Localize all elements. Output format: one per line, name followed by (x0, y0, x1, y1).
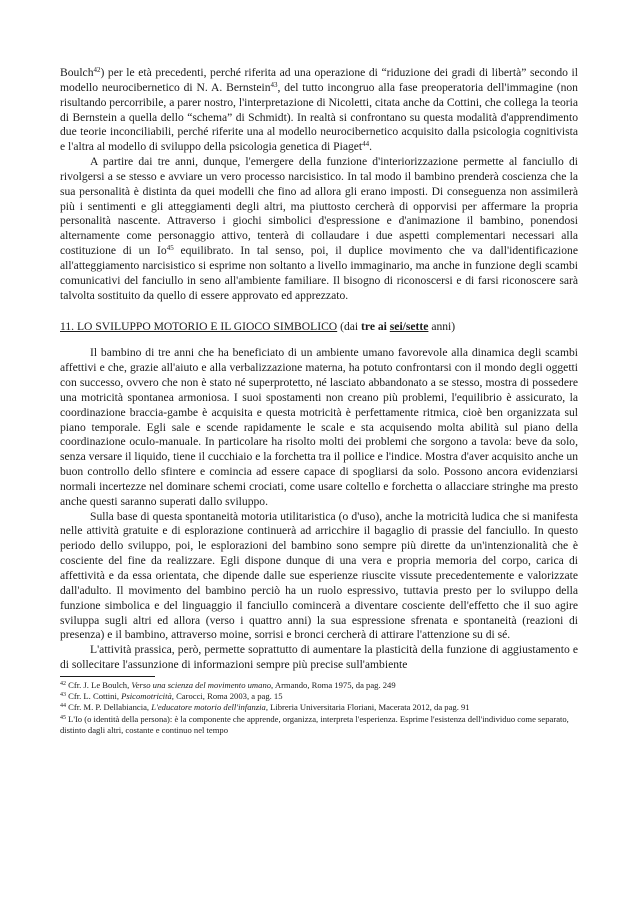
footnote-title: Psicomotricità, (121, 691, 174, 702)
footnotes (60, 680, 578, 736)
footnote-45 (60, 714, 578, 736)
footnote-text: L'Io (o identità della persona): è la componente che apprende, organizza, interpreta l'esperienza. Esprime l'esistenza dell'individuo come separato, distinto dagli altri, costante e continuo nel tempo (60, 713, 569, 735)
footnote-text: Carocci, Roma 2003, a pag. 15 (173, 691, 283, 702)
text-run: , del tutto incongruo alla fase preoperatoria dell'immagine (non risultando percorribile, a parer nostro, l'interpretazione di Nicoletti, citata anche da Cottini, che collega la teoria di Bernstein a quella dello “schema” di Schmidt). In realtà si confrontano su questa modalità d'apprendimento due teorie inconciliabili, perché riferite una al modello neurocibernetico acquisito dalla psicologia cognitivista e l'altra al modello di sviluppo della psicologia genetica di Piaget (60, 80, 578, 154)
footnote-text: Cfr. M. P. Dellabiancia, (66, 702, 152, 713)
text-run: equilibrato. In tal senso, poi, il duplice movimento che va dall'identificazione all'atteggiamento narcisistico si esprime non soltanto a livello immaginario, ma anche in funzione degli scambi comunicativi del fanciullo in seno all'ambiente familiare. Il bisogno di riconoscersi e di farsi riconoscere sarà talvolta sostituito da quello di essere approvato ed apprezzato. (60, 244, 578, 302)
footnote-44 (60, 702, 578, 713)
footnote-number: 44 (60, 703, 66, 710)
section-heading (60, 320, 578, 335)
footnote-ref-45[interactable]: 45 (166, 244, 174, 253)
footnote-title: L'educatore motorio dell'infanzia (151, 702, 266, 713)
footnote-title: Verso una scienza del movimento umano (131, 679, 272, 690)
footnote-number: 43 (60, 692, 66, 699)
footnote-text: Cfr. J. Le Boulch, (66, 679, 132, 690)
footnote-text: , Armando, Roma 1975, da pag. 249 (271, 679, 396, 690)
text-run: A partire dai tre anni, dunque, l'emergere della funzione d'interiorizzazione permette al fanciullo di rivolgersi a se stesso e avviare un vero processo narcisistico. In tal modo il bambino prenderà coscienza che la sua personalità è distinta da quei modelli che fino ad allora gli erano imposti. Di conseguenza non assimilerà più i sentimenti e gli atteggiamenti degli altri, ma piuttosto cercherà di opporvisi per affermare la propria personalità nascente. Attraverso i giochi simbolici d'espressione e d'animazione il bambino, ponendosi alternamente come personaggio attivo, tenterà di collaudare i due aspetti complementari necessari alla costituzione di un Io (60, 155, 578, 258)
footnote-ref-42[interactable]: 42 (93, 66, 101, 74)
footnote-text: , Libreria Universitaria Floriani, Macerata 2012, da pag. 91 (265, 702, 470, 713)
paragraph-3: Il bambino di tre anni che ha beneficiato di un ambiente umano favorevole alla dinamica degli scambi affettivi e che, grazie all'aiuto e alla verbalizzazione materna, ha potuto confrontarsi con il mondo degli oggetti con successo, ovvero che non è stato né superprotetto, né lasciato abbandonato a se stesso, mostra di possedere una motricità spontanea armoniosa. I suoi spostamenti non creano più problemi, l'equilibrio è assicurato, la coordinazione braccia-gambe è acquisita e questa motricità è perfettamente ritmica, cioè ben organizzata sul piano temporale. Egli sale e scende rapidamente le scale e sta acquisendo molta abilità sul piano della coordinazione oculo-manuale. In particolare ha risolto molti dei problemi che sorgono a tavola: beve da solo, senza versare il liquido, tiene il cucchiaio e la forchetta tra il pollice e l'indice. Mostra d'aver acquisito anche un buon controllo dello sfintere e comincia ad essere capace di spogliarsi da solo. Possono ancora evidenziarsi normali incertezze nel dominare schemi crociati, come usare coltello e forchetta o allacciare stringhe ma presto anche questi saranno superati dallo sviluppo. (60, 346, 578, 508)
heading-text: (dai (337, 319, 362, 333)
footnote-ref-44[interactable]: 44 (362, 140, 370, 149)
document-page (60, 66, 578, 736)
heading-bold-underlined: sei/sette (389, 319, 429, 333)
text-run: Boulch (60, 66, 94, 79)
heading-text: anni) (428, 319, 456, 333)
heading-bold: tre ai (361, 319, 390, 333)
footnote-number: 45 (60, 714, 66, 721)
paragraph-4: Sulla base di questa spontaneità motoria utilitaristica (o d'uso), anche la motricità ludica che si manifesta nelle attività gratuite e di esplorazione continuerà ad arricchire il bagaglio di prassie del fanciullo. In questo periodo dello sviluppo, poi, le esplorazioni del bambino sono sempre più dirette da un'intenzionalità che è cosciente del fine da realizzare. Egli dispone dunque di una vera e propria memoria del corpo, carica di affettività e da essa orientata, che dipende dalle sue esperienze riuscite vissute precedentemente e valorizzate dall'adulto. Il movimento del bambino perciò ha un ruolo espressivo, tuttavia presto per lo sviluppo della funzione simbolica e del linguaggio il fanciullo comincerà a diventare cosciente dell'effetto che il suo agire sviluppa sugli altri ed allora (verso i quattro anni) la sua espressione sfrenata e spontaneità (reazioni di presenza) e il bambino, attraverso moine, sorrisi e bronci cercherà di attirare l'attenzione su di sé. (60, 509, 578, 642)
section-title: 11. LO SVILUPPO MOTORIO E IL GIOCO SIMBOLICO (60, 319, 338, 333)
paragraph-2 (60, 155, 578, 303)
text-run: . (369, 140, 373, 154)
paragraph-1 (60, 66, 578, 155)
footnote-43 (60, 691, 578, 702)
footnote-42 (60, 680, 578, 691)
text-run: ) per le età precedenti, perché riferita ad una operazione di “riduzione dei gradi di libertà” secondo il modello neurocibernetico di N. A. Bernstein (60, 66, 578, 94)
footnote-ref-43[interactable]: 43 (270, 80, 278, 89)
footnote-separator (60, 676, 155, 677)
footnote-number: 42 (60, 680, 66, 687)
paragraph-5: L'attività prassica, però, permette soprattutto di aumentare la plasticità della funzione di aggiustamento e di sollecitare l'assunzione di informazioni sempre più precise sull'ambiente (60, 643, 578, 672)
footnote-text: Cfr. L. Cottini, (66, 691, 122, 702)
